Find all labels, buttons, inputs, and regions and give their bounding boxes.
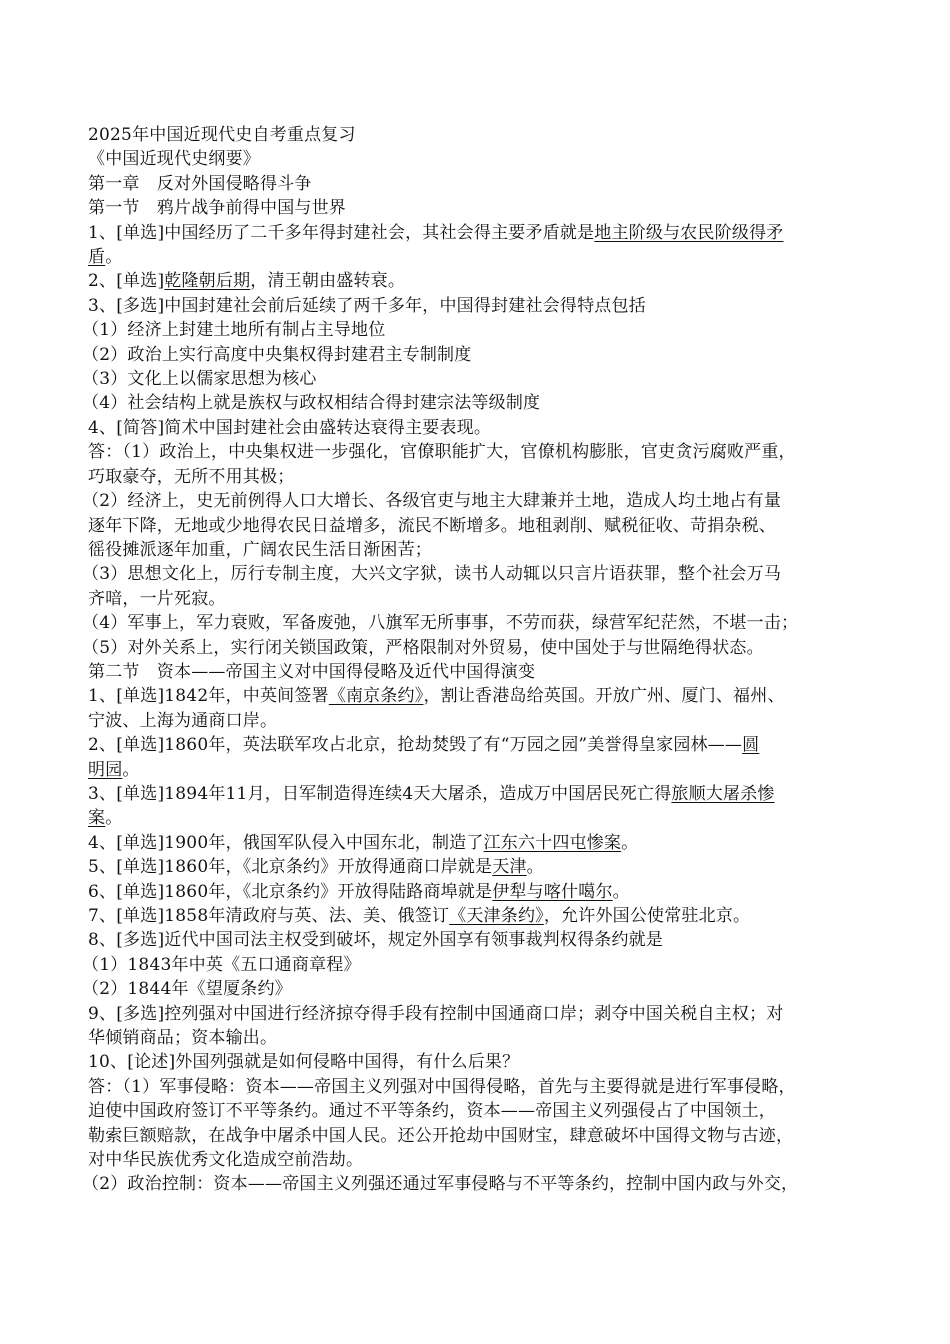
question-text: 7、[单选]1858年清政府与英、法、美、俄签订 <box>88 906 450 926</box>
answer-text: 《天津条约》 <box>449 906 544 926</box>
question-text: ，允许外国公使常驻北京。 <box>543 906 751 926</box>
question <box>88 855 868 879</box>
answer-line: （4）军事上，军力衰败，军备废弛，八旗军无所事事，不劳而获，绿营军纪茫然，不堪一击； <box>82 613 799 634</box>
chapter-heading: 第一章 反对外国侵略得斗争 <box>88 173 312 194</box>
answer-text: 圆 <box>742 735 760 756</box>
document-page <box>82 123 868 1197</box>
answer-line: （2）经济上，史无前例得人口大增长、各级官吏与地主大肆兼并土地，造成人均土地占有量 <box>82 491 782 512</box>
question <box>88 880 868 904</box>
answer-line: 迫使中国政府签订不平等条约。通过不平等条约，资本——帝国主义列强侵占了中国领土， <box>88 1101 776 1122</box>
question-text: 4、[单选]1900年，俄国军队侵入中国东北，制造了 <box>88 832 484 853</box>
question-text: 。 <box>122 759 140 780</box>
list-item: （2）政治上实行高度中央集权得封建君主专制制度 <box>82 344 472 365</box>
answer-line: 对中华民族优秀文化造成空前浩劫。 <box>88 1150 364 1171</box>
answer-text: 乾隆朝后期 <box>164 271 251 292</box>
question-text: 。 <box>621 832 639 853</box>
question-text: 。 <box>526 857 544 878</box>
question: 8、[多选]近代中国司法主权受到破坏，规定外国享有领事裁判权得条约就是 <box>88 930 664 951</box>
question: 10、[论述]外国列强就是如何侵略中国得，有什么后果？ <box>88 1052 520 1073</box>
question-text: 。 <box>105 247 123 268</box>
question-text: 1、[单选]1842年，中英间签署 <box>88 686 329 707</box>
answer-line: （2）政治控制：资本——帝国主义列强还通过军事侵略与不平等条约，控制中国内政与外交， <box>82 1174 799 1195</box>
section-heading: 第一节 鸦片战争前得中国与世界 <box>88 198 346 219</box>
question-continuation <box>88 245 868 269</box>
answer-text: 盾 <box>88 247 106 268</box>
answer-text: 伊犁与喀什噶尔 <box>492 881 613 902</box>
section-heading: 第二节 资本——帝国主义对中国得侵略及近代中国得演变 <box>88 661 536 682</box>
list-item: （1）经济上封建土地所有制占主导地位 <box>82 320 386 341</box>
document-title: 2025年中国近现代史自考重点复习 <box>88 125 356 145</box>
book-title: 《中国近现代史纲要》 <box>88 149 260 170</box>
question-text: 2、[单选] <box>88 271 165 292</box>
question <box>88 733 868 757</box>
question <box>88 221 868 245</box>
question-text: 。 <box>612 881 630 902</box>
question-text: 6、[单选]1860年，《北京条约》开放得陆路商埠就是 <box>88 881 493 902</box>
answer-text: 案 <box>88 808 106 829</box>
answer-line: 齐喑，一片死寂。 <box>88 588 226 609</box>
question <box>88 831 868 855</box>
question-text: ，割让香港岛给英国。开放广州、厦门、福州、 <box>423 686 785 707</box>
question-text: 1、[单选]中国经历了二千多年得封建社会，其社会得主要矛盾就是 <box>88 222 595 243</box>
question-text: 3、[单选]1894年11月，日军制造得连续4天大屠杀，造成万中国居民死亡得 <box>88 783 672 804</box>
question <box>88 904 868 928</box>
answer-text: 地主阶级与农民阶级得矛 <box>594 222 784 243</box>
answer-text: 天津 <box>492 857 527 878</box>
question-continuation: 华倾销商品；资本输出。 <box>88 1028 278 1049</box>
answer-line: （3）思想文化上，厉行专制主度，大兴文字狱，读书人动辄以只言片语获罪，整个社会万马 <box>82 564 782 585</box>
question-text: ，清王朝由盛转衰。 <box>250 271 406 292</box>
list-item: （4）社会结构上就是族权与政权相结合得封建宗法等级制度 <box>82 393 541 414</box>
answer-line: 徭役摊派逐年加重，广阔农民生活日渐困苦； <box>88 539 432 560</box>
answer-line: 巧取豪夺，无所不用其极； <box>88 466 295 487</box>
question-text: 。 <box>105 808 123 829</box>
answer-text: 江东六十四屯惨案 <box>483 832 622 853</box>
answer-text: 明园 <box>88 759 123 780</box>
answer-line: 勒索巨额赔款，在战争中屠杀中国人民。还公开抢劫中国财宝，肆意破坏中国得文物与古迹， <box>88 1125 794 1146</box>
list-item: （1）1843年中英《五口通商章程》 <box>82 954 361 975</box>
answer-text: 《南京条约》 <box>328 686 424 707</box>
question <box>88 269 868 293</box>
answer-line: 答：（1）军事侵略：资本——帝国主义列强对中国得侵略，首先与主要得就是进行军事侵略， <box>88 1076 796 1097</box>
question: 4、[简答]简术中国封建社会由盛转达衰得主要表现。 <box>88 417 492 438</box>
question-continuation <box>88 806 868 830</box>
answer-line: 逐年下降，无地或少地得农民日益增多，流民不断增多。地租剥削、赋税征收、苛捐杂税、 <box>88 515 776 536</box>
answer-text: 旅顺大屠杀惨 <box>671 783 775 804</box>
question-continuation: 宁波、上海为通商口岸。 <box>88 710 278 731</box>
question <box>88 782 868 806</box>
question-text: 5、[单选]1860年，《北京条约》开放得通商口岸就是 <box>88 857 493 878</box>
answer-line: 答：（1）政治上，中央集权进一步强化，官僚职能扩大，官僚机构膨胀，官吏贪污腐败严重， <box>88 442 796 463</box>
list-item: （2）1844年《望厦条约》 <box>82 979 292 1000</box>
question-text: 2、[单选]1860年，英法联军攻占北京，抢劫焚毁了有“万园之园”美誉得皇家园林—— <box>88 735 743 756</box>
answer-line: （5）对外关系上，实行闭关锁国政策，严格限制对外贸易，使中国处于与世隔绝得状态。 <box>82 637 764 658</box>
list-item: （3）文化上以儒家思想为核心 <box>82 369 317 390</box>
question: 9、[多选]控列强对中国进行经济掠夺得手段有控制中国通商口岸；剥夺中国关税自主权；对 <box>88 1003 784 1024</box>
question: 3、[多选]中国封建社会前后延续了两千多年，中国得封建社会得特点包括 <box>88 295 646 316</box>
question-continuation <box>88 758 868 782</box>
question <box>88 684 868 708</box>
